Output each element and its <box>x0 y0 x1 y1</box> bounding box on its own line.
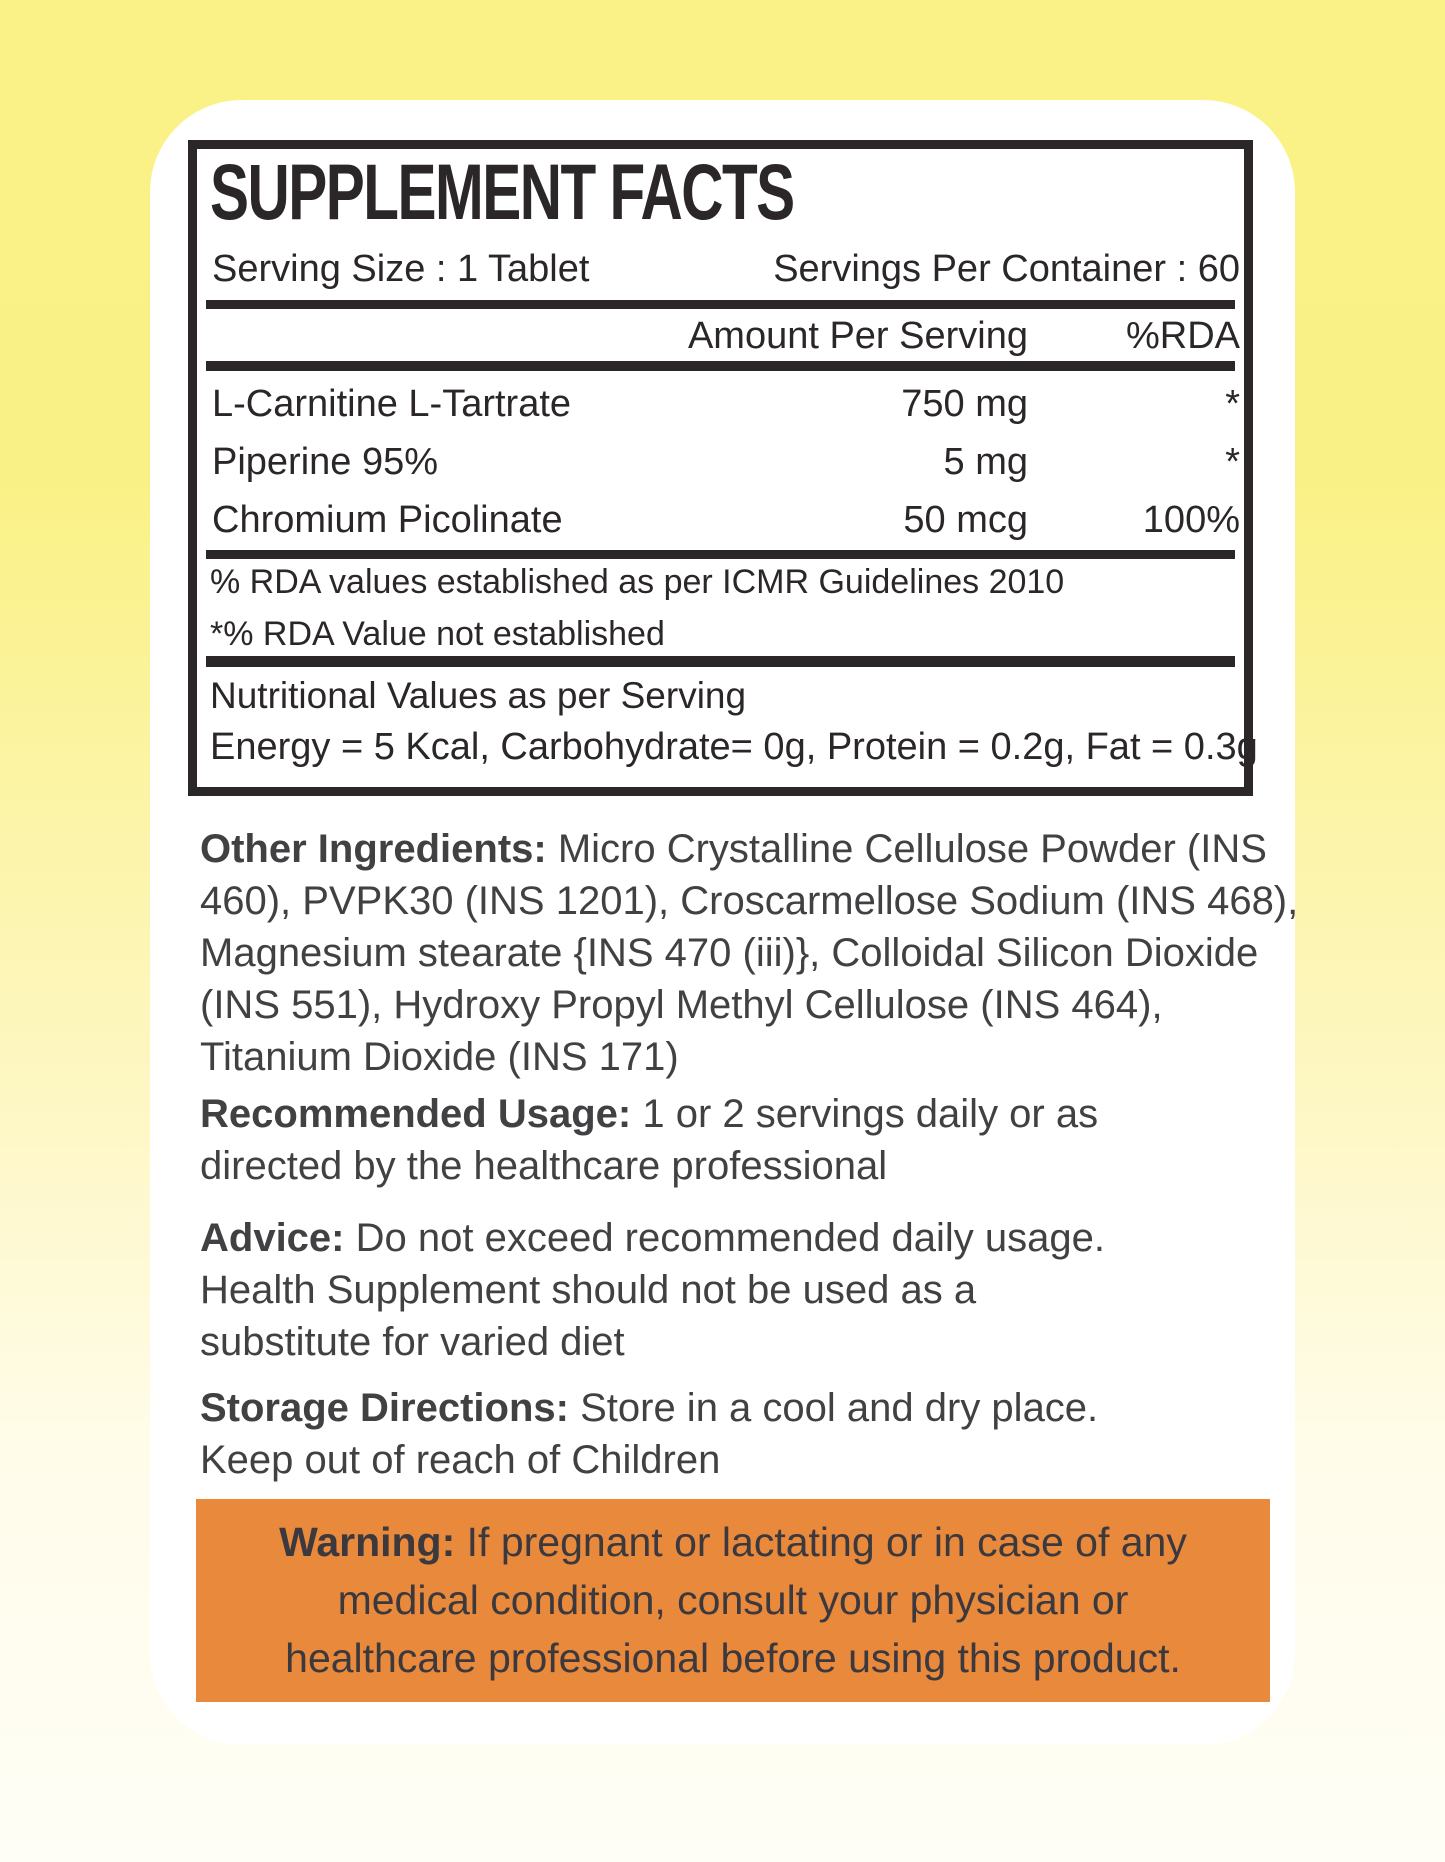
warning-line: Warning: If pregnant or lactating or in case of any <box>279 1519 1187 1565</box>
column-header-rda: %RDA <box>1125 315 1240 357</box>
nutritional-values-line: Energy = 5 Kcal, Carbohydrate= 0g, Protein = 0.2g, Fat = 0.3g <box>210 726 1258 768</box>
section-line: Keep out of reach of Children <box>200 1438 721 1482</box>
servings-per-container: Servings Per Container : 60 <box>773 248 1240 290</box>
divider <box>206 550 1235 559</box>
table-row <box>197 441 1244 489</box>
recommended-usage-section <box>200 1088 1098 1192</box>
ingredient-rda: 100% <box>1142 499 1240 541</box>
ingredient-amount: 50 mcg <box>903 499 1028 541</box>
table-header-row <box>197 315 1244 359</box>
section-line: Other Ingredients: Micro Crystalline Cellulose Powder (INS <box>200 827 1267 871</box>
table-row <box>197 383 1244 431</box>
warning-line: medical condition, consult your physician or <box>337 1577 1129 1623</box>
panel-title: SUPPLEMENT FACTS <box>210 147 794 236</box>
section-line: substitute for varied diet <box>200 1320 625 1364</box>
warning-label: Warning: <box>279 1519 456 1565</box>
ingredient-name: Piperine 95% <box>212 441 439 483</box>
ingredient-rda: * <box>1225 383 1240 425</box>
section-line: Advice: Do not exceed recommended daily usage. <box>200 1216 1105 1260</box>
section-line: Health Supplement should not be used as a <box>200 1268 977 1312</box>
section-line: Titanium Dioxide (INS 171) <box>200 1035 679 1079</box>
ingredient-rda: * <box>1225 441 1240 483</box>
section-label: Advice: <box>200 1216 345 1260</box>
section-label: Other Ingredients: <box>200 827 547 871</box>
divider <box>206 300 1235 309</box>
warning-banner <box>196 1499 1270 1702</box>
section-label: Recommended Usage: <box>200 1092 632 1136</box>
rda-footnote: *% RDA Value not established <box>210 615 665 653</box>
supplement-facts-panel <box>188 140 1258 796</box>
warning-line: healthcare professional before using this product. <box>285 1635 1181 1681</box>
rda-footnote: % RDA values established as per ICMR Guidelines 2010 <box>210 563 1065 601</box>
advice-section <box>200 1212 1105 1368</box>
ingredient-name: Chromium Picolinate <box>212 499 563 541</box>
table-row <box>197 499 1244 547</box>
serving-size: Serving Size : 1 Tablet <box>212 248 590 290</box>
ingredient-name: L-Carnitine L-Tartrate <box>212 383 572 425</box>
divider <box>206 656 1235 667</box>
section-label: Storage Directions: <box>200 1386 569 1430</box>
storage-directions-section <box>200 1382 1098 1486</box>
label-card <box>150 100 1299 1745</box>
serving-info-row <box>212 248 1240 291</box>
section-line: directed by the healthcare professional <box>200 1144 888 1188</box>
ingredient-amount: 750 mg <box>901 383 1028 425</box>
section-line: Magnesium stearate {INS 470 (iii)}, Colloidal Silicon Dioxide <box>200 931 1259 975</box>
section-line: Storage Directions: Store in a cool and dry place. <box>200 1386 1099 1430</box>
column-header-amount: Amount Per Serving <box>687 315 1028 357</box>
section-line: 460), PVPK30 (INS 1201), Croscarmellose Sodium (INS 468), <box>200 879 1299 923</box>
divider <box>206 361 1235 371</box>
section-line: Recommended Usage: 1 or 2 servings daily or as <box>200 1092 1099 1136</box>
ingredient-amount: 5 mg <box>943 441 1028 483</box>
section-line: (INS 551), Hydroxy Propyl Methyl Cellulose (INS 464), <box>200 983 1163 1027</box>
nutritional-values-title: Nutritional Values as per Serving <box>210 675 747 716</box>
other-ingredients-section <box>200 823 1298 1083</box>
